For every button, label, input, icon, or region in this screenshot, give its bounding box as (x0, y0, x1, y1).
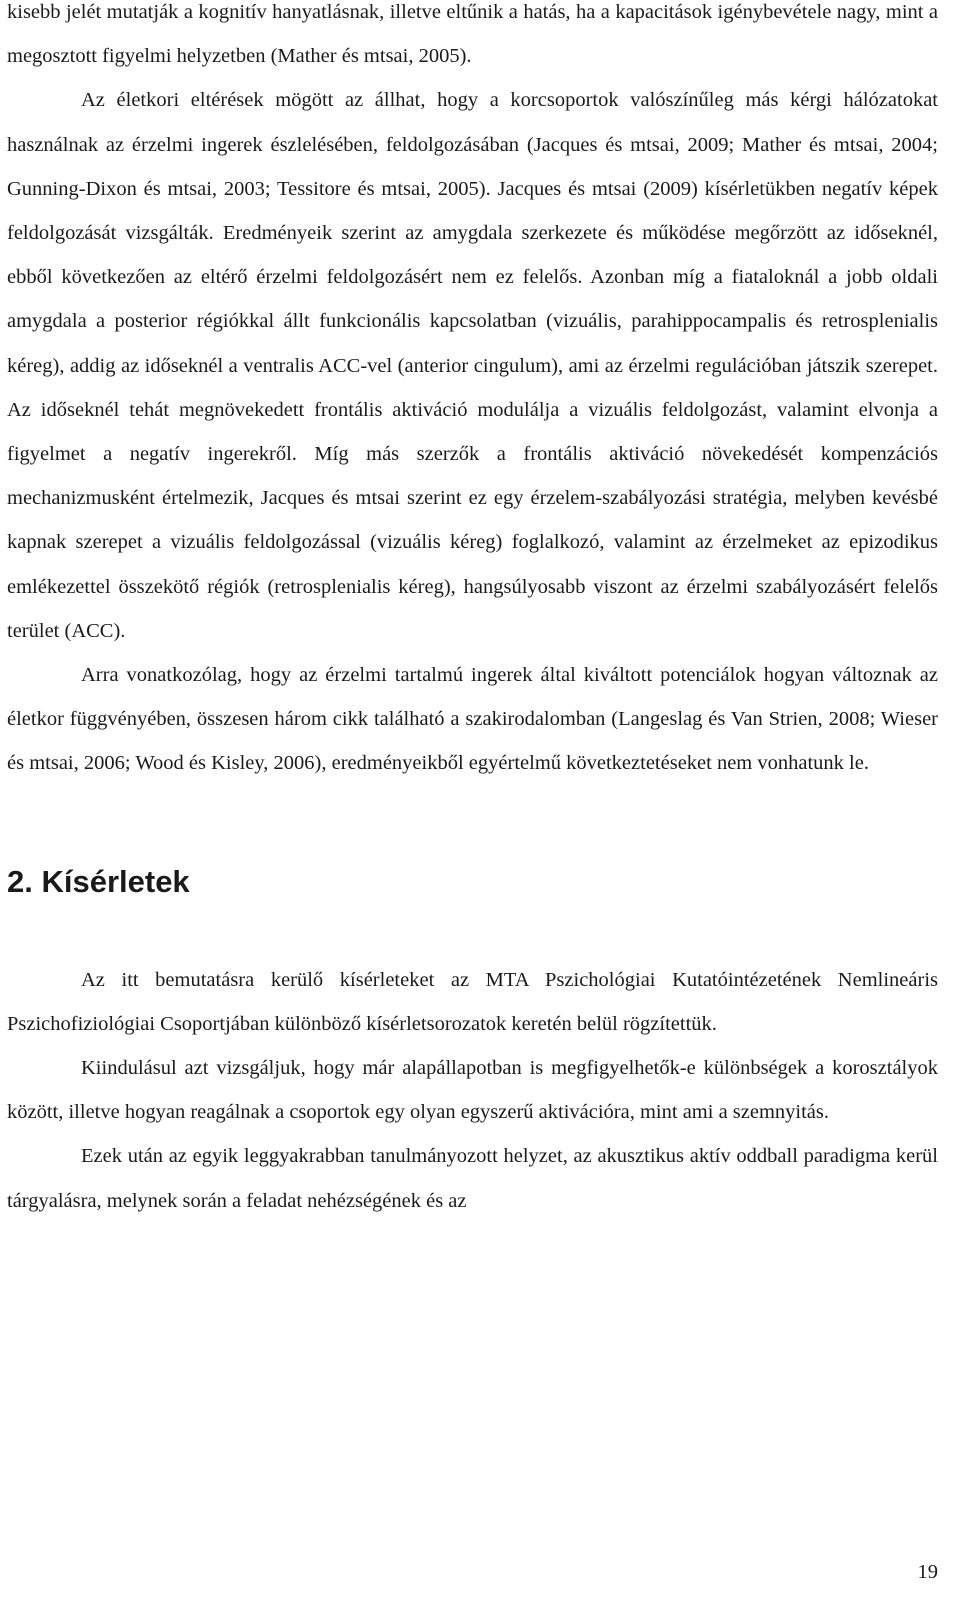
document-page (7, 0, 938, 1223)
paragraph-potentials: Arra vonatkozólag, hogy az érzelmi tartalmú ingerek által kiváltott potenciálok hogyan változnak az életkor függvényében, összesen három cikk található a szakirodalomban (Langeslag és Van Strien, 2008; Wieser és mtsai, 2006; Wood és Kisley, 2006), eredményeikből egyértelmű következtetéseket nem vonhatunk le. (7, 664, 938, 775)
paragraph-age-differences: Az életkori eltérések mögött az állhat, hogy a korcsoportok valószínűleg más kérgi hálózatokat használnak az érzelmi ingerek észlelésében, feldolgozásában (Jacques és mtsai, 2009; Mather és mtsai, 2004; Gunning-Dixon és mtsai, 2003; Tessitore és mtsai, 2005). Jacques és mtsai (2009) kísérletükben negatív képek feldolgozását vizsgálták. Eredményeik szerint az amygdala szerkezete és működése megőrzött az időseknél, ebből következően az eltérő érzelmi feldolgozásért nem ez felelős. Azonban míg a fiataloknál a jobb oldali amygdala a posterior régiókkal állt funkcionális kapcsolatban (vizuális, parahippocampalis és retrosplenialis kéreg), addig az időseknél a ventralis ACC-vel (anterior cingulum), ami az érzelmi regulációban játszik szerepet. Az időseknél tehát megnövekedett frontális aktiváció modulálja a vizuális feldolgozást, valamint elvonja a figyelmet a negatív ingerekről. Míg más szerzők a frontális aktiváció növekedését kompenzációs mechanizmusként értelmezik, Jacques és mtsai szerint ez egy érzelem-szabályozási stratégia, melyben kevésbé kapnak szerepet a vizuális feldolgozással (vizuális kéreg) foglalkozó, valamint az érzelmeket az epizodikus emlékezettel összekötő régiók (retrosplenialis kéreg), hangsúlyosabb viszont az érzelmi szabályozásért felelős terület (ACC). (7, 89, 938, 642)
paragraph-oddball: Ezek után az egyik leggyakrabban tanulmányozott helyzet, az akusztikus aktív oddball paradigma kerül tárgyalásra, melynek során a feladat nehézségének és az (7, 1145, 938, 1212)
paragraph-experiments-intro: Az itt bemutatásra kerülő kísérleteket az MTA Pszichológiai Kutatóintézetének Nemlineáris Pszichofiziológiai Csoportjában különböző kísérletsorozatok keretén belül rögzítettük. (7, 968, 938, 1035)
paragraph-continuation: kisebb jelét mutatják a kognitív hanyatlásnak, illetve eltűnik a hatás, ha a kapacitások igénybevétele nagy, mint a megosztott figyelmi helyzetben (Mather és mtsai, 2005). (7, 1, 938, 68)
paragraph-baseline: Kiindulásul azt vizsgáljuk, hogy már alapállapotban is megfigyelhetők-e különbségek a korosztályok között, illetve hogyan reagálnak a csoportok egy olyan egyszerű aktivációra, mint ami a szemnyitás. (7, 1057, 938, 1124)
page-number: 19 (917, 1561, 938, 1583)
section-heading: 2. Kísérletek (7, 863, 190, 899)
